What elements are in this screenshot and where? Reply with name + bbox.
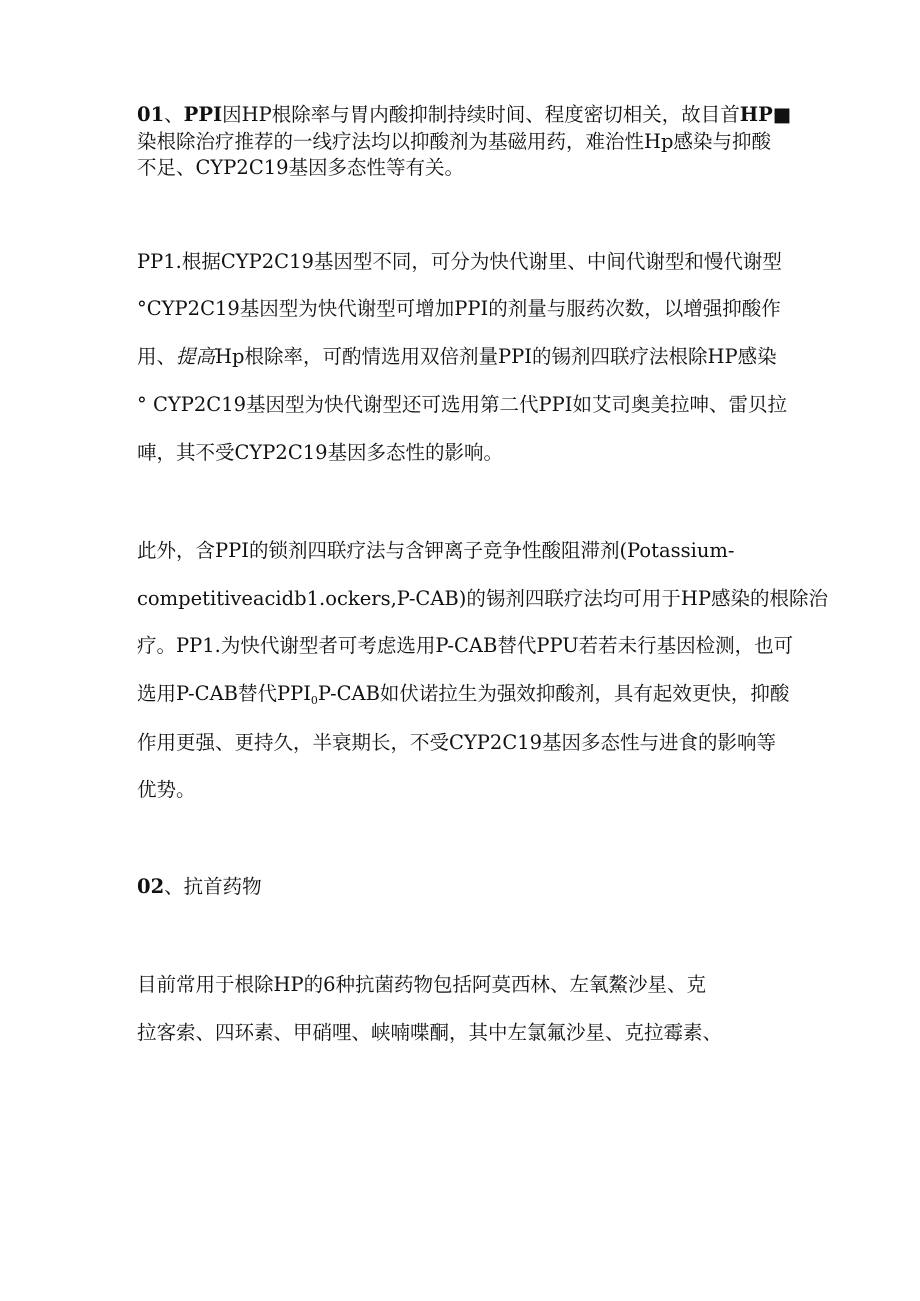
para-3-line-1: 此外，含PPI的锁剂四联疗法与含钾离子竞争性酸阻滞剂(Potassium- — [137, 539, 735, 562]
hp-term: HP — [739, 103, 773, 126]
separator: 、 — [164, 875, 184, 898]
text-run: 用、 — [137, 345, 177, 368]
section-title: 抗首药物 — [183, 875, 262, 898]
ppi-term: PPI — [183, 103, 223, 126]
para-3-line-4 — [137, 682, 789, 713]
section-1-line-3: 不足、CYP2C19基因多态性等有关。 — [137, 156, 465, 179]
separator: 、 — [164, 103, 184, 126]
subscript: 0 — [310, 694, 318, 707]
text-run: P-CAB如伏诺拉生为强效抑酸剂，具有起效更快，抑酸 — [317, 682, 790, 705]
box-glyph: ■ — [772, 103, 792, 126]
para-2-line-5: 唓，其不受CYP2C19基因多态性的影响。 — [137, 441, 504, 464]
section-number: 02 — [137, 875, 165, 898]
text-run: Hp根除率，可酌情选用双倍剂量PPI的锡剂四联疗法根除HP感染 — [215, 345, 777, 368]
text-run: 选用P-CAB替代PPI — [137, 682, 311, 705]
para-3-line-6: 优势。 — [137, 778, 196, 801]
section-1-line-2: 染根除治疗推荐的一线疗法均以抑酸剂为基磁用药，难治性Hp感染与抑酸 — [137, 130, 771, 153]
para-3-line-3: 疗。PP1.为快代谢型者可考虑选用P-CAB替代PPU若若未行基因检测，也可 — [137, 634, 794, 657]
para-4-line-1: 目前常用于根除HP的6种抗菌药物包括阿莫西林、左氧鰲沙星、克 — [137, 973, 707, 996]
section-1-line-1 — [137, 103, 791, 127]
para-3-line-5: 作用更强、更持久，半衰期长，不受CYP2C19基因多态性与进食的影响等 — [137, 731, 777, 754]
para-4-line-2: 拉客索、四环素、甲硝哩、峡喃喋酮，其中左氯氟沙星、克拉霉素、 — [137, 1021, 723, 1044]
italic-run: 提高 — [176, 345, 216, 368]
para-2-line-1: PP1.根据CYP2C19基因型不同，可分为快代谢里、中间代谢型和慢代谢型 — [137, 250, 782, 273]
para-2-line-3 — [137, 345, 777, 369]
section-number: 01 — [137, 103, 165, 126]
section-2-heading — [137, 875, 262, 899]
body-text: 因HP根除率与胃内酸抑制持续时间、程度密切相关，故目首 — [222, 103, 740, 126]
para-2-line-4: ° CYP2C19基因型为快代谢型还可选用第二代PPI如艾司奥美拉呻、雷贝拉 — [137, 393, 787, 416]
para-3-line-2: competitiveacidb1.ockers,P-CAB)的锡剂四联疗法均可用于HP感染的根除治 — [137, 587, 828, 610]
para-2-line-2: °CYP2C19基因型为快代谢型可增加PPI的剂量与服药次数，以增强抑酸作 — [137, 297, 781, 320]
